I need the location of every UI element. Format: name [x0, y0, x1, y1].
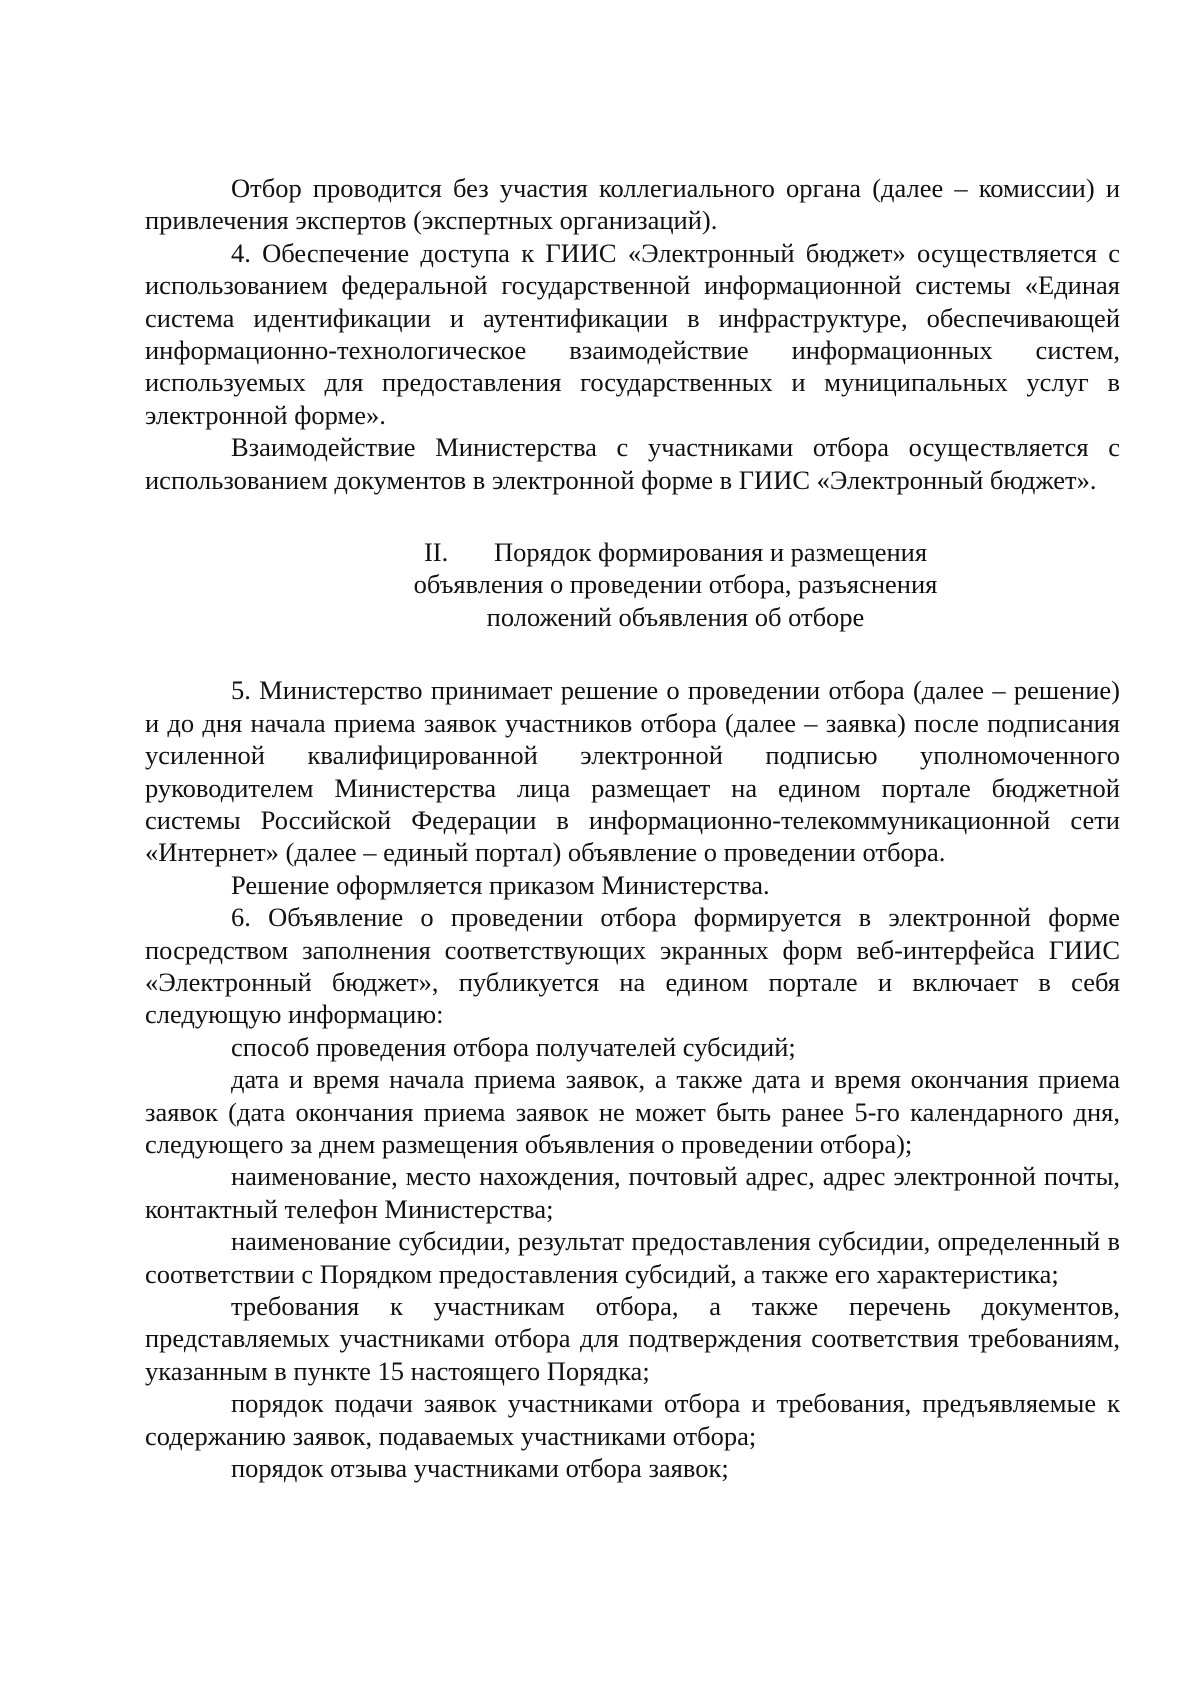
list-item-selection-method: способ проведения отбора получателей субсидий; — [231, 1031, 796, 1062]
paragraph-5-decision: 5. Министерство принимает решение о проведении отбора (далее – решение) и до дня начала приема заявок участников отбора (далее – заявка) после подписания усиленной квалифицированной электронной подписью уполномоченного руководителем Министерства лица размещает на едином портале бюджетной системы Российской Федерации в информационно-телекоммуникационной сети «Интернет» (далее – единый портал) объявление о проведении отбора. — [145, 675, 1120, 868]
paragraph-selection-without-commission: Отбор проводится без участия коллегиального органа (далее – комиссии) и привлечения экспертов (экспертных организаций). — [145, 173, 1120, 236]
paragraph-4-giis-access: 4. Обеспечение доступа к ГИИС «Электронный бюджет» осуществляется с использованием федеральной государственной информационной системы «Единая система идентификации и аутентификации в инфраструктуре, обеспечивающей информационно-технологическое взаимодействие информационных систем, используемых для предоставления государственных и муниципальных услуг в электронной форме». — [145, 237, 1120, 430]
list-item-subsidy-name-result: наименование субсидии, результат предоставления субсидии, определенный в соответствии с Порядком предоставления субсидий, а также его характеристика; — [145, 1226, 1120, 1289]
section-title-line-3: положений объявления об отборе — [486, 601, 865, 632]
document-page — [145, 172, 1120, 1484]
list-item-application-dates: дата и время начала приема заявок, а также дата и время окончания приема заявок (дата окончания приема заявок не может быть ранее 5-го календарного дня, следующего за днем размещения объявления о проведении отбора); — [145, 1064, 1120, 1159]
section-number: II. — [423, 537, 449, 568]
paragraph-decision-order: Решение оформляется приказом Министерства. — [231, 869, 770, 900]
list-item-participant-requirements: требования к участникам отбора, а также перечень документов, представляемых участниками отбора для подтверждения соответствия требованиям, указанным в пункте 15 настоящего Порядка; — [145, 1291, 1120, 1386]
section-title-line-1: Порядок формирования и размещения — [493, 537, 928, 568]
list-item-application-submission: порядок подачи заявок участниками отбора и требования, предъявляемые к содержанию заявок, подаваемых участниками отбора; — [145, 1388, 1120, 1451]
paragraph-ministry-interaction: Взаимодействие Министерства с участниками отбора осуществляется с использованием документов в электронной форме в ГИИС «Электронный бюджет». — [145, 432, 1120, 495]
section-title-line-2: объявления о проведении отбора, разъяснения — [413, 569, 938, 600]
paragraph-6-announcement: 6. Объявление о проведении отбора формируется в электронной форме посредством заполнения соответствующих экранных форм веб-интерфейса ГИИС «Электронный бюджет», публикуется на едином портале и включает в себя следующую информацию: — [145, 902, 1120, 1030]
section-heading — [145, 536, 1120, 633]
list-item-ministry-contacts: наименование, место нахождения, почтовый адрес, адрес электронной почты, контактный телефон Министерства; — [145, 1161, 1120, 1224]
section-heading-line-1 — [231, 536, 1120, 568]
list-item-application-withdrawal: порядок отзыва участниками отбора заявок; — [231, 1453, 729, 1484]
